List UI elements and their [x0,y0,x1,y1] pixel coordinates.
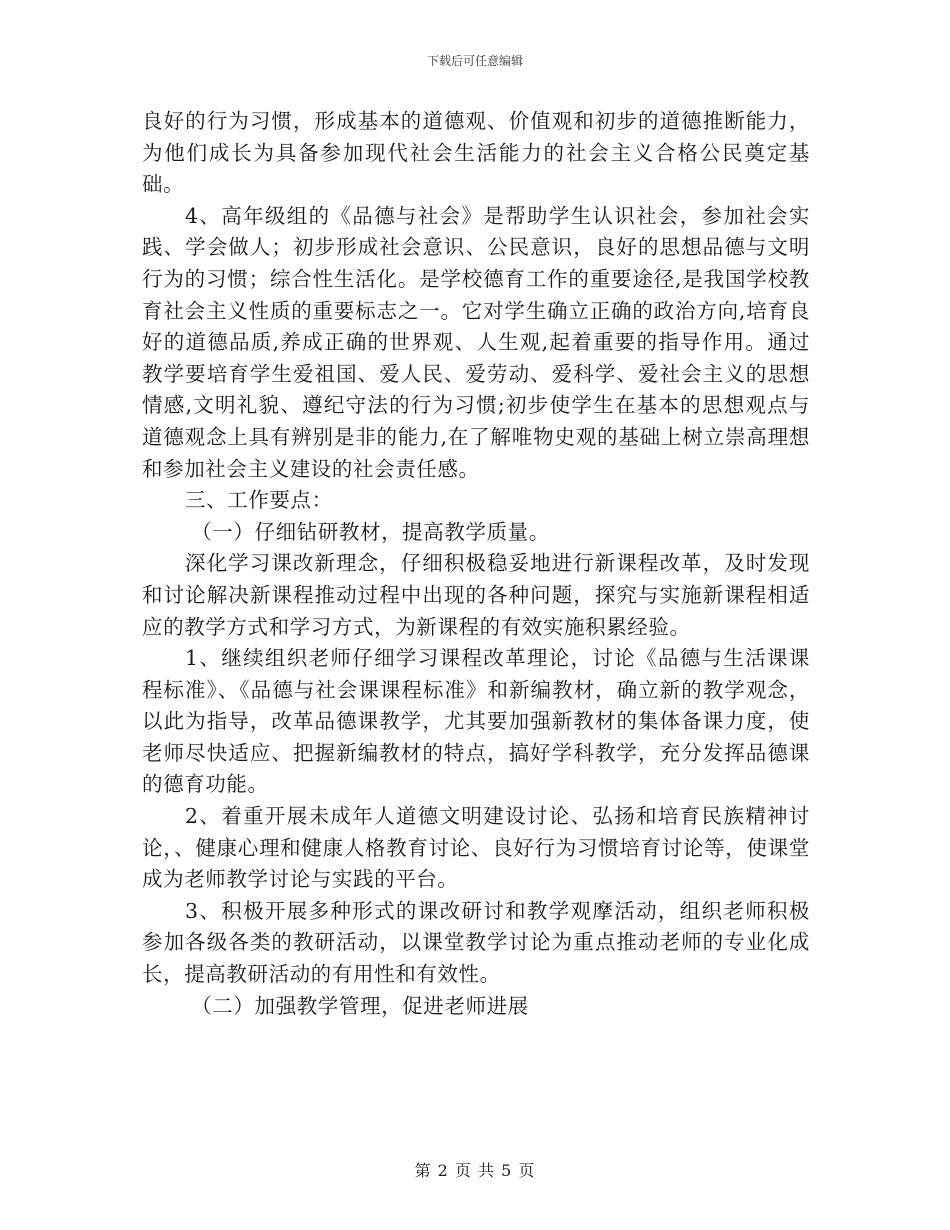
subheading-2: （二）加强教学管理，促进老师进展 [191,993,529,1018]
subheading-1: （一）仔细钻研教材，提高教学质量。 [191,519,550,544]
paragraph-5: 深化学习课改新理念，仔细积极稳妥地进行新课程改革，及时发现和讨论解决新课程推动过程中出现的各种问题，探究与实施新课程相适应的教学方式和学习方式，为新课程的有效实施积累经验。 [142,551,810,639]
paragraph-7: 2、着重开展未成年人道德文明建设讨论、弘扬和培育民族精神讨论，、健康心理和健康人格教育讨论、良好行为习惯培育讨论等，使课堂成为老师教学讨论与实践的平台。 [142,804,810,892]
paragraph-6: 1、继续组织老师仔细学习课程改革理论，讨论《品德与生活课课程标准》、《品德与社会课课程标准》和新编教材，确立新的教学观念，以此为指导，改革品德课教学，尤其要加强新教材的集体备课力度，使老师尽快适应、把握新编教材的特点，搞好学科教学，充分发挥品德课的德育功能。 [142,646,810,797]
page-footer: 第 2 页 共 5 页 [414,1161,536,1180]
page-header: 下载后可任意编辑 [426,54,523,68]
document-body [142,106,810,1022]
paragraph-2: 4、高年级组的《品德与社会》是帮助学生认识社会，参加社会实践、学会做人；初步形成社会意识、公民意识，良好的思想品德与文明行为的习惯；综合性生活化。是学校德育工作的重要途径,是我国学校教育社会主义性质的重要标志之一。它对学生确立正确的政治方向,培育良好的道德品质,养成正确的世界观、人生观,起着重要的指导作用。通过教学要培育学生爱祖国、爱人民、爱劳动、爱科学、爱社会主义的思想情感,文明礼貌、遵纪守法的行为习惯;初步使学生在基本的思想观点与道德观念上具有辨别是非的能力,在了解唯物史观的基础上树立崇高理想和参加社会主义建设的社会责任感。 [142,203,810,481]
paragraph-1: 良好的行为习惯，形成基本的道德观、价值观和初步的道德推断能力，为他们成长为具备参加现代社会生活能力的社会主义合格公民奠定基础。 [142,109,810,197]
section-heading-work-points: 三、工作要点： [185,488,333,513]
paragraph-8: 3、积极开展多种形式的课改研讨和教学观摩活动，组织老师积极参加各级各类的教研活动，以课堂教学讨论为重点推动老师的专业化成长，提高教研活动的有用性和有效性。 [142,898,810,987]
